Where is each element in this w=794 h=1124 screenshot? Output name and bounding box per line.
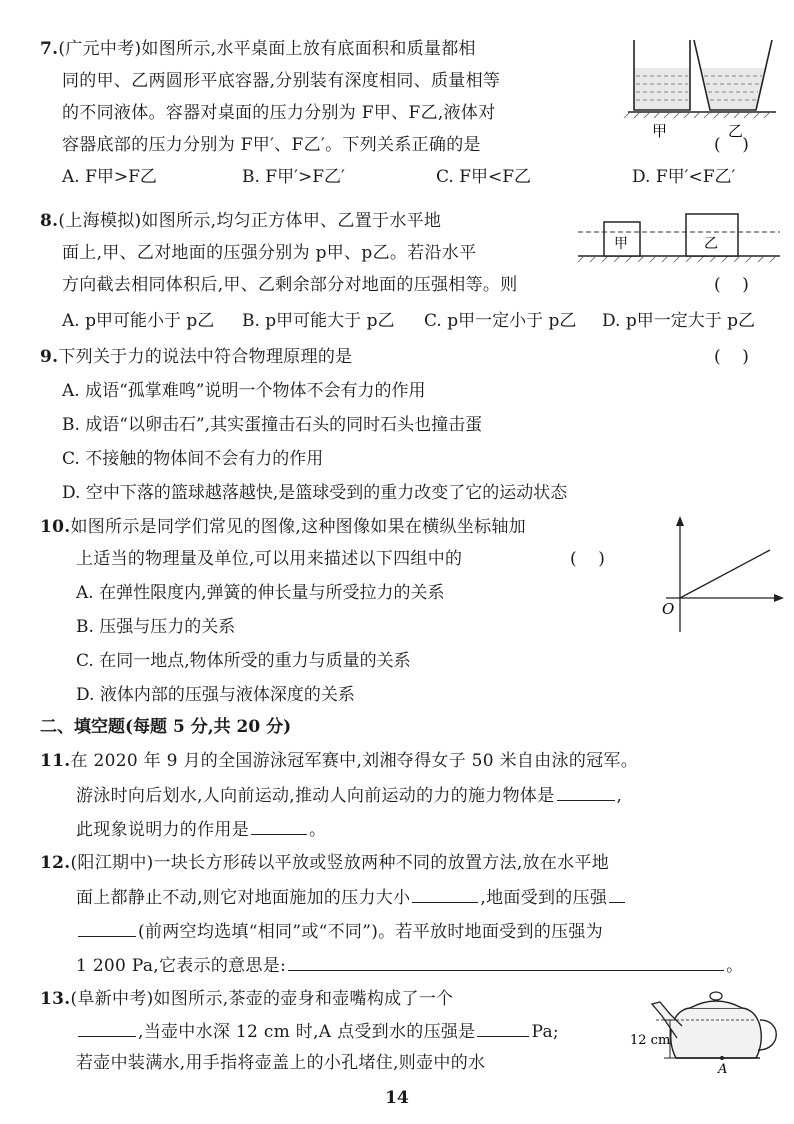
q10-option-d: D. 液体内部的压强与液体深度的关系 xyxy=(76,685,355,705)
q7-option-a: A. F甲>F乙 xyxy=(62,167,157,187)
question-number: 10. xyxy=(40,517,71,537)
answer-blank[interactable] xyxy=(288,954,724,971)
q9-option-b: B. 成语“以卵击石”,其实蛋撞击石头的同时石头也撞击蛋 xyxy=(62,415,483,435)
q7-option-d: D. F甲′<F乙′ xyxy=(632,167,736,187)
question-number: 11. xyxy=(40,751,71,771)
q7-line3: 的不同液体。容器对桌面的压力分别为 F甲、F乙,液体对 xyxy=(62,103,496,123)
answer-bracket: ( ) xyxy=(714,135,749,155)
punctuation: 。 xyxy=(309,820,327,840)
page-number: 14 xyxy=(385,1088,409,1108)
q7-line1 xyxy=(40,38,476,60)
q10-graph-figure xyxy=(654,514,788,638)
q9-option-d: D. 空中下落的篮球越落越快,是篮球受到的重力改变了它的运动状态 xyxy=(62,483,568,503)
q9-text: 下列关于力的说法中符合物理原理的是 xyxy=(58,347,353,367)
q13-text: ,当壶中水深 12 cm 时,A 点受到水的压强是 xyxy=(138,1022,476,1042)
q7-option-b: B. F甲′>F乙′ xyxy=(242,167,345,187)
q12-text: ,地面受到的压强 xyxy=(480,888,608,908)
answer-blank[interactable] xyxy=(609,886,625,903)
q8-option-b: B. p甲可能大于 p乙 xyxy=(242,311,395,331)
answer-blank[interactable] xyxy=(251,818,307,835)
answer-blank[interactable] xyxy=(412,886,478,903)
q12-line3 xyxy=(76,920,603,943)
q10-text: 如图所示是同学们常见的图像,这种图像如果在横纵坐标轴加 xyxy=(70,517,526,537)
q8-line2: 面上,甲、乙对地面的压强分别为 p甲、p乙。若沿水平 xyxy=(62,243,477,263)
answer-bracket: ( ) xyxy=(714,275,749,295)
q8-option-a: A. p甲可能小于 p乙 xyxy=(62,311,215,331)
q11-text: 此现象说明力的作用是 xyxy=(76,820,249,840)
q8-option-d: D. p甲一定大于 p乙 xyxy=(602,311,755,331)
q12-line4 xyxy=(76,954,743,977)
question-number: 7. xyxy=(40,39,59,59)
q10-option-b: B. 压强与压力的关系 xyxy=(76,617,236,637)
q7-text: (广元中考)如图所示,水平桌面上放有底面积和质量都相 xyxy=(58,39,476,59)
q10-option-c: C. 在同一地点,物体所受的重力与质量的关系 xyxy=(76,651,411,671)
answer-bracket: ( ) xyxy=(714,347,749,367)
answer-blank[interactable] xyxy=(78,1020,136,1037)
q8-line1 xyxy=(40,210,441,232)
q8-text: (上海模拟)如图所示,均匀正方体甲、乙置于水平地 xyxy=(58,211,442,231)
q7-option-c: C. F甲<F乙 xyxy=(436,167,532,187)
answer-blank[interactable] xyxy=(78,920,136,937)
punctuation: 。 xyxy=(726,956,744,976)
q8-cubes-figure xyxy=(574,206,784,266)
question-number: 12. xyxy=(40,853,71,873)
q9-option-c: C. 不接触的物体间不会有力的作用 xyxy=(62,449,324,469)
q13-line2 xyxy=(76,1020,559,1043)
answer-blank[interactable] xyxy=(477,1020,529,1037)
container-label-jia: 甲 xyxy=(652,122,668,140)
q13-teapot-figure xyxy=(630,980,790,1076)
q11-line1 xyxy=(40,750,638,772)
q7-containers-figure xyxy=(620,30,780,148)
question-number: 8. xyxy=(40,211,59,231)
q11-line3 xyxy=(76,818,326,841)
q10-line2: 上适当的物理量及单位,可以用来描述以下四组中的 xyxy=(76,549,463,569)
question-number: 13. xyxy=(40,989,71,1009)
q8-line3: 方向截去相同体积后,甲、乙剩余部分对地面的压强相等。则 xyxy=(62,275,518,295)
q13-text: Pa; xyxy=(531,1022,559,1042)
q10-line1 xyxy=(40,516,526,538)
cube-label-yi: 乙 xyxy=(704,236,718,252)
q12-text: (阳江期中)一块长方形砖以平放或竖放两种不同的放置方法,放在水平地 xyxy=(70,853,610,873)
q12-text: 1 200 Pa,它表示的意思是: xyxy=(76,956,287,976)
container-label-yi: 乙 xyxy=(728,122,744,140)
q13-text: (阜新中考)如图所示,茶壶的壶身和壶嘴构成了一个 xyxy=(70,989,454,1009)
q11-text: 游泳时向后划水,人向前运动,推动人向前运动的力的施力物体是 xyxy=(76,786,555,806)
q12-line2 xyxy=(76,886,627,909)
q10-option-a: A. 在弹性限度内,弹簧的伸长量与所受拉力的关系 xyxy=(76,583,445,603)
q13-line3: 若壶中装满水,用手指将壶盖上的小孔堵住,则壶中的水 xyxy=(76,1053,486,1073)
point-a-label: A xyxy=(718,1062,728,1076)
q12-text: (前两空均选填“相同”或“不同”)。若平放时地面受到的压强为 xyxy=(138,922,604,942)
q11-text: 在 2020 年 9 月的全国游泳冠军赛中,刘湘夺得女子 50 米自由泳的冠军。 xyxy=(70,751,639,771)
section-heading: 二、填空题(每题 5 分,共 20 分) xyxy=(40,717,292,737)
q12-line1 xyxy=(40,852,609,874)
q8-option-c: C. p甲一定小于 p乙 xyxy=(424,311,577,331)
q7-line2: 同的甲、乙两圆形平底容器,分别装有深度相同、质量相等 xyxy=(62,71,501,91)
q12-text: 面上都静止不动,则它对地面施加的压力大小 xyxy=(76,888,411,908)
origin-label: O xyxy=(662,600,675,618)
question-number: 9. xyxy=(40,347,59,367)
q11-line2 xyxy=(76,784,622,807)
depth-label: 12 cm xyxy=(630,1033,671,1048)
q9-line1 xyxy=(40,346,352,368)
answer-bracket: ( ) xyxy=(570,549,605,569)
answer-blank[interactable] xyxy=(557,784,615,801)
q9-option-a: A. 成语“孤掌难鸣”说明一个物体不会有力的作用 xyxy=(62,381,426,401)
punctuation: , xyxy=(616,786,623,806)
q7-line4: 容器底部的压力分别为 F甲′、F乙′。下列关系正确的是 xyxy=(62,135,481,155)
q13-line1 xyxy=(40,988,453,1010)
cube-label-jia: 甲 xyxy=(614,236,628,252)
